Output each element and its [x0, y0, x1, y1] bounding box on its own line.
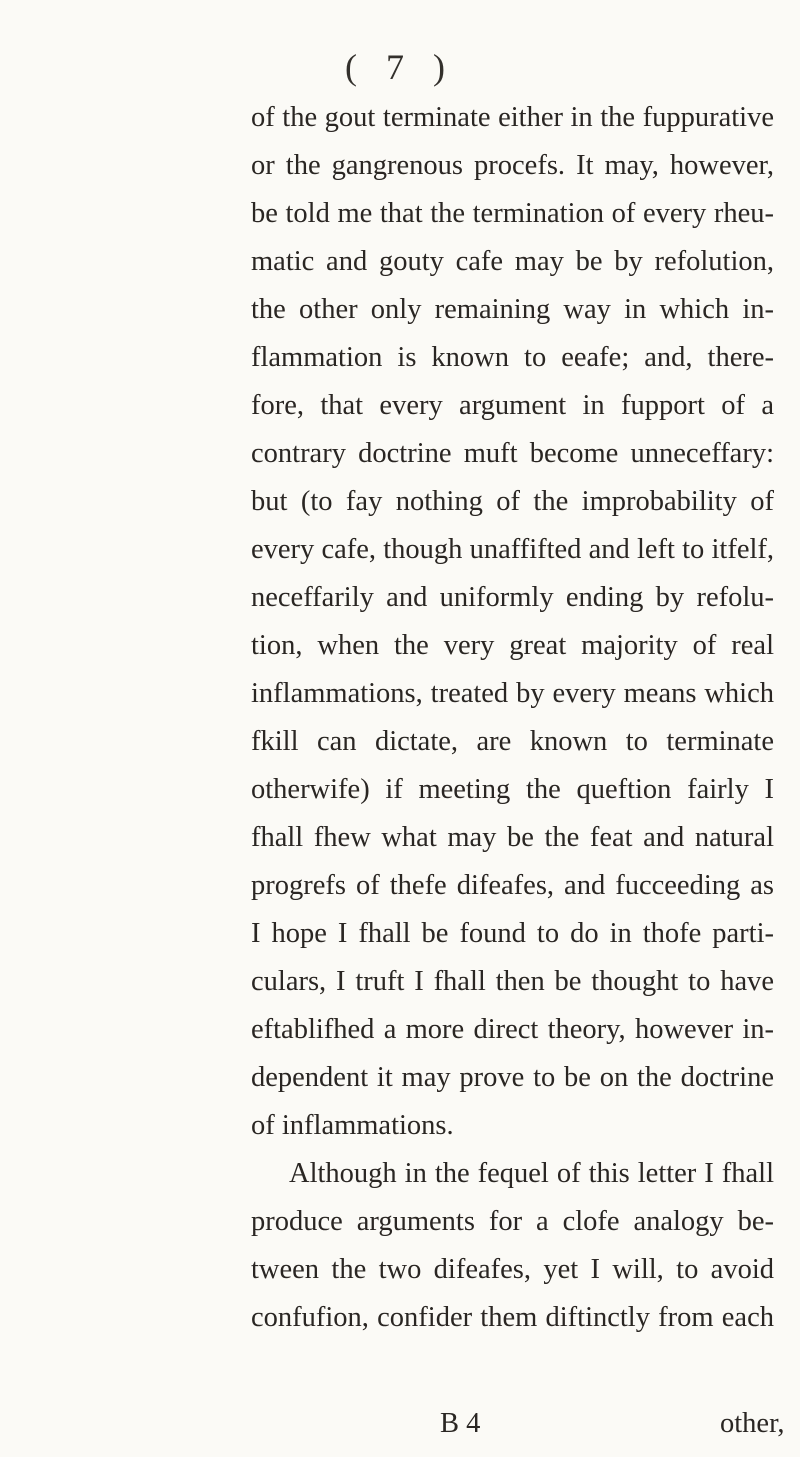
text-line: of inflammations.: [251, 1110, 454, 1141]
page-number: ( 7 ): [345, 47, 455, 87]
text-line: dependent it may prove to be on the doctrine: [251, 1062, 774, 1093]
text-line: flammation is known to eeafe; and, there-: [251, 342, 774, 373]
text-line: fhall fhew what may be the feat and natural: [251, 822, 774, 853]
text-line: fore, that every argument in fupport of a: [251, 390, 774, 421]
text-line: eftablifhed a more direct theory, however in-: [251, 1014, 774, 1045]
text-line: otherwife) if meeting the queftion fairly I: [251, 774, 774, 805]
text-line: inflammations, treated by every means which: [251, 678, 774, 709]
text-line: progrefs of thefe difeafes, and fucceeding as: [251, 870, 774, 901]
text-line: produce arguments for a clofe analogy be-: [251, 1206, 774, 1237]
text-line: or the gangrenous procefs. It may, however,: [251, 150, 774, 181]
signature-mark: B 4: [440, 1408, 481, 1439]
text-line: tween the two difeafes, yet I will, to avoid: [251, 1254, 774, 1285]
text-line: I hope I fhall be found to do in thofe parti-: [251, 918, 774, 949]
text-line: Although in the fequel of this letter I fhall: [289, 1158, 774, 1189]
text-line: contrary doctrine muft become unneceffary:: [251, 438, 774, 469]
text-line: every cafe, though unaffifted and left to itfelf,: [251, 534, 774, 565]
text-line: confufion, confider them diftinctly from each: [251, 1302, 774, 1333]
text-line: be told me that the termination of every rheu-: [251, 198, 774, 229]
text-line: tion, when the very great majority of real: [251, 630, 774, 661]
text-line: of the gout terminate either in the fuppurative: [251, 102, 774, 133]
text-line: but (to fay nothing of the improbability of: [251, 486, 774, 517]
text-line: neceffarily and uniformly ending by refolu-: [251, 582, 774, 613]
text-line: matic and gouty cafe may be by refolution,: [251, 246, 774, 277]
text-line: culars, I truft I fhall then be thought to have: [251, 966, 774, 997]
text-line: fkill can dictate, are known to terminate: [251, 726, 774, 757]
catchword: other,: [720, 1408, 785, 1439]
text-line: the other only remaining way in which in-: [251, 294, 774, 325]
